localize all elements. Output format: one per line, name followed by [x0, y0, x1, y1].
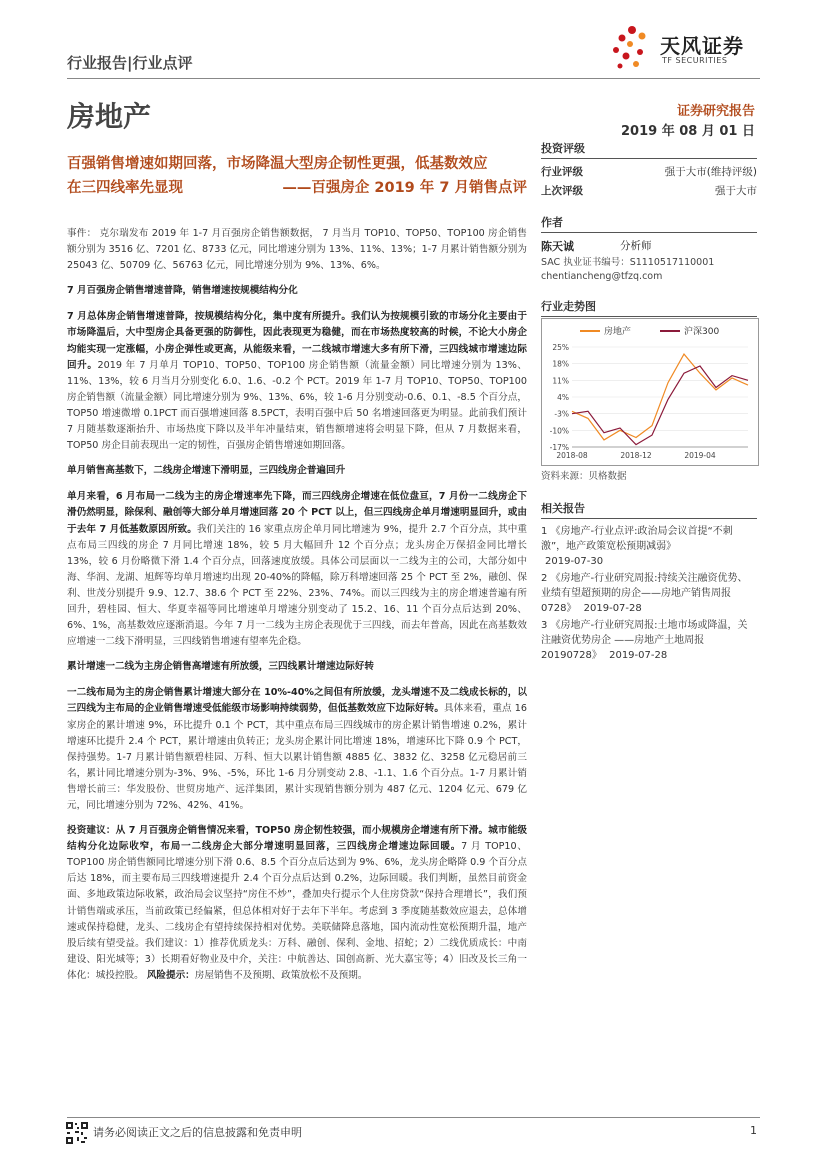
- author-cert: SAC 执业证书编号：S1110517110001: [541, 257, 715, 268]
- section-heading-3: 累计增速一二线为主房企销售高增速有所放缓，三四线累计增速边际好转: [67, 661, 374, 673]
- paragraph-3-lead: 单月来看，6 月布局一二线为主的房企增速率先下降，而三四线房企增速在低位盘亘，7 月份一二线房企下滑仍然明显，除保利、融创等大部分单月增速回落 20 个 PCT 以上，但三四线房企单月增速明显回升，或由于去年 7 月低基数原因所致。: [67, 491, 527, 535]
- sector-title: 房地产: [67, 100, 152, 133]
- related-report-date: 2019-07-28: [583, 603, 642, 614]
- y-tick-label: 18%: [552, 359, 569, 369]
- chart-source: 资料来源：贝格数据: [541, 471, 627, 482]
- related-report-date: 2019-07-28: [609, 650, 668, 661]
- x-axis: [556, 447, 748, 460]
- event-paragraph: 事件： 克尔瑞发布 2019 年 1-7 月百强房企销售额数据， 7 月当月 TOP10、TOP50、TOP100 房企销售额分别为 3516 亿、7201 亿、8733 亿元，同比增速分别为 13%、11%、13%；1-7 月累计销售额分别为 25043 亿、50709 亿、56763 亿元，同比增速分别为 9%、13%、6%。: [67, 228, 527, 272]
- y-tick-label: 11%: [552, 376, 569, 386]
- investment-advice-label: 投资建议：: [67, 825, 116, 837]
- x-tick-label: 2018-08: [556, 451, 588, 460]
- author-title: 作者: [541, 214, 757, 233]
- page-number: 1: [750, 1124, 757, 1137]
- x-tick-label: 2019-04: [684, 451, 716, 460]
- report-category: 行业报告|行业点评: [67, 54, 193, 72]
- title-line-1: 百强销售增速如期回落，市场降温大型房企韧性更强，低基数效应: [67, 156, 488, 172]
- logo-text: 天风证券: [660, 34, 744, 58]
- related-title: 相关报告: [541, 500, 757, 519]
- author-name: 陈天诚: [541, 240, 574, 253]
- paragraph-4-text: 具体来看，重点 16 家房企的累计增速 9%，环比提升 0.1 个 PCT，其中重点布局三四线城市的房企累计销售增速 0.2%，累计增速环比提升 2.4 个 PCT，累计增速由负转正；龙头房企累计同比增速 18%，增速环比下降 0.9 个 PCT，保持强势。1-7 月累计销售额碧桂园、万科、恒大以累计销售额 4885 亿、3832 亿、3258 亿元稳居前三名，累计同比增速分别为-3%、9%、-5%，环比 1-6 月分别变动 2.8、-1.1、1.6 个百分点。1-7 月累计销售增长前三：华发股份、世贸房地产、远洋集团，累计实现销售额分别为 487 亿元、1204 亿元、679 亿元，同比增速分别为 72%、42%、41%。: [67, 703, 527, 811]
- risk-label: 风险提示：: [146, 969, 195, 981]
- paragraph-3: [67, 489, 527, 650]
- section-heading-2: 单月销售高基数下，二线房企增速下滑明显，三四线房企普遍回升: [67, 465, 346, 477]
- author-row: [541, 238, 757, 254]
- related-report-date: 2019-07-30: [545, 556, 604, 567]
- logo-mark-icon: [612, 22, 658, 74]
- footer-divider: [67, 1117, 760, 1118]
- rating-key: 上次评级: [541, 185, 583, 197]
- related-report-text: 3 《房地产-行业研究周报:土地市场或降温，关注融资优势房企 ——房地产土地周报 20190728》: [541, 620, 748, 661]
- rating-section: [541, 140, 757, 202]
- paragraph-2-text: 2019 年 7 月单月 TOP10、TOP50、TOP100 房企销售额（流量金额）同比增速分别为 13%、11%、13%，较 6 月当月分别变化 6.0、1.6、-0.2 个 PCT。2019 年 1-7 月 TOP10、TOP50、TOP100 房企销售额（流量金额）同比增速分别为 9%、13%、6%，较 1-6 月分别变动-0.6、0.1、-8.5 个百分点，TOP50 增速微增 0.1PCT 而百强增速回落 8.5PCT，表明百强中后 50 名增速回落更为明显。此前我们预计 7 月随基数逐渐抬升、市场热度下降以及半年冲量结束，销售额增速将会明显下降，但从 7 月数据来看，TOP50 房企目前表现出一定的韧性，百强房企销售增速如期回落。: [67, 359, 527, 452]
- footer-disclaimer[interactable]: 请务必阅读正文之后的信息披露和免责申明: [93, 1126, 302, 1139]
- trend-title: 行业走势图: [541, 298, 757, 317]
- y-axis: [550, 343, 748, 452]
- author-section: [541, 214, 757, 284]
- rating-row: [541, 164, 757, 183]
- rating-row: [541, 183, 757, 202]
- legend-label-hs300: 沪深300: [684, 327, 720, 337]
- rating-title: 投资评级: [541, 140, 757, 159]
- report-date: 2019 年 08 月 01 日: [621, 124, 755, 139]
- author-email[interactable]: chentiancheng@tfzq.com: [541, 271, 663, 282]
- report-title: [67, 152, 527, 200]
- rating-value: 强于大市: [715, 185, 757, 197]
- related-report-item[interactable]: [541, 618, 757, 663]
- related-report-text: 1 《房地产-行业点评:政治局会议首提“不刺激”，地产政策宽松预期减弱》: [541, 526, 733, 552]
- rating-key: 行业评级: [541, 166, 583, 178]
- trend-chart: [541, 318, 759, 466]
- y-tick-label: -17%: [549, 443, 569, 452]
- related-report-text: 2 《房地产-行业研究周报:持续关注融资优势、业绩有望超预期的房企——房地产销售周报 0728》: [541, 573, 748, 614]
- y-tick-label: 25%: [552, 343, 569, 352]
- qr-code-icon: [65, 1121, 89, 1145]
- y-tick-label: -3%: [554, 409, 569, 419]
- trend-chart-svg: [542, 319, 758, 465]
- related-section: [541, 500, 757, 665]
- report-type: 证券研究报告: [676, 104, 755, 119]
- legend-label-realestate: 房地产: [604, 327, 632, 337]
- y-tick-label: -10%: [549, 426, 569, 436]
- author-role: 分析师: [620, 240, 652, 252]
- report-body: [67, 226, 527, 993]
- paragraph-5-lead: 从 7 月百强房企销售情况来看，TOP50 房企韧性较强，而小规模房企增速有所下滑。城市能级结构分化边际收窄，布局一二线房企大部分增速明显回落，三四线房企增速边际回暖。: [67, 825, 528, 853]
- related-report-item[interactable]: [541, 571, 757, 616]
- chart-legend: [580, 325, 719, 337]
- paragraph-5-text: 7 月 TOP10、TOP100 房企销售额同比增速分别下滑 0.6、8.5 个百分点后达到为 9%、6%，龙头房企略降 0.9 个百分点后达 18%，而主要布局三四线增速提升 2.4 个百分点后达到 0.2%，边际回暖。我们判断，虽然目前资金面、多地政策边际收紧，政治局会议坚持“房住不炒”，叠加央行提示个人住房贷款“保持合理增长”，我们预计销售端或承压，当前政策已经偏紧，但总体相对好于去年下半年。考虑到 3 季度随基数效应退去，总体增速或保持稳健，龙头、二线房企有望持续保持相对优势。美联储降息落地，国内流动性宽松预期升温，地产股后续有望受益。我们建议：1）推荐优质龙头：万科、融创、保利、金地、招蛇；2）二线优质成长：中南建设、阳光城等；3）长期看好物业及中介，关注：中航善达、国创高新、光大嘉宝等；4）旧改及长三角一体化：城投控股。: [67, 841, 527, 981]
- header-divider: [67, 78, 760, 79]
- risk-text: 房屋销售不及预期、政策放松不及预期。: [194, 969, 368, 981]
- related-report-item[interactable]: [541, 524, 757, 569]
- paragraph-5: [67, 823, 527, 984]
- paragraph-4-lead: 一二线布局为主的房企销售累计增速大部分在 10%-40%之间但有所放缓，龙头增速不及二线成长标的，以三四线为主布局的企业销售增速受低能级市场影响持续弱势，但低基数效应下边际好转。: [67, 687, 527, 715]
- paragraph-4: [67, 685, 527, 814]
- x-tick-label: 2018-12: [620, 451, 652, 460]
- rating-value: 强于大市(维持评级): [664, 166, 757, 178]
- paragraph-3-text: 我们关注的 16 家重点房企单月同比增速为 9%，提升 2.7 个百分点，其中重点布局三四线的房企 7 月同比增速 18%，较 5 月大幅回升 12 个百分点；龙头房企万保招金同比增长 13%，较 6 月份略微下滑 1.4 个百分点，回落速度放缓。具体公司层面以一二线为主的公司，大部分如中海、华润、龙湖、旭辉等均单月增速均出现 20-40%的降幅，除万科增速回落 25 个 PCT 至 2%，融创、保利、世茂分别提升 9.9、12.7、38.6 个 PCT 至 22%、23%、74%。而以三四线为主的房企增速普遍有所回升，碧桂园、恒大、华夏幸福等同比增速单月增速分别变动了 15.2、16、11 个百分点后达到 20%、6%、1%，高基数效应逐渐消退。今年 7 月一二线为主房企表现优于三四线，而去年普高，因此在高基数效应增速一二线下滑明显，三四线销售增速有望率先企稳。: [67, 523, 528, 648]
- title-line-2: [67, 176, 527, 200]
- paragraph-2: [67, 309, 527, 454]
- paragraph-2-lead: 7 月总体房企销售增速普降，按规模结构分化，集中度有所提升。我们认为按规模引致的市场分化主要由于市场降温后，大中型房企具备更强的防御性，因此表现更为稳健，而在市场热度较高的时候，不论大小房企均能实现一定涨幅，小房企弹性或更高，从能级来看，一二线城市增速大多有所下滑，三四线城市增速边际回升。: [67, 311, 527, 371]
- title-subtitle: ——百强房企 2019 年 7 月销售点评: [282, 180, 527, 196]
- y-tick-label: 4%: [557, 393, 569, 402]
- series-layer: [572, 354, 748, 445]
- section-heading-1: 7 月百强房企销售增速普降，销售增速按规模结构分化: [67, 285, 298, 297]
- title-line-2a: 在三四线率先显现: [67, 180, 183, 196]
- logo-text-en: TF SECURITIES: [662, 56, 728, 65]
